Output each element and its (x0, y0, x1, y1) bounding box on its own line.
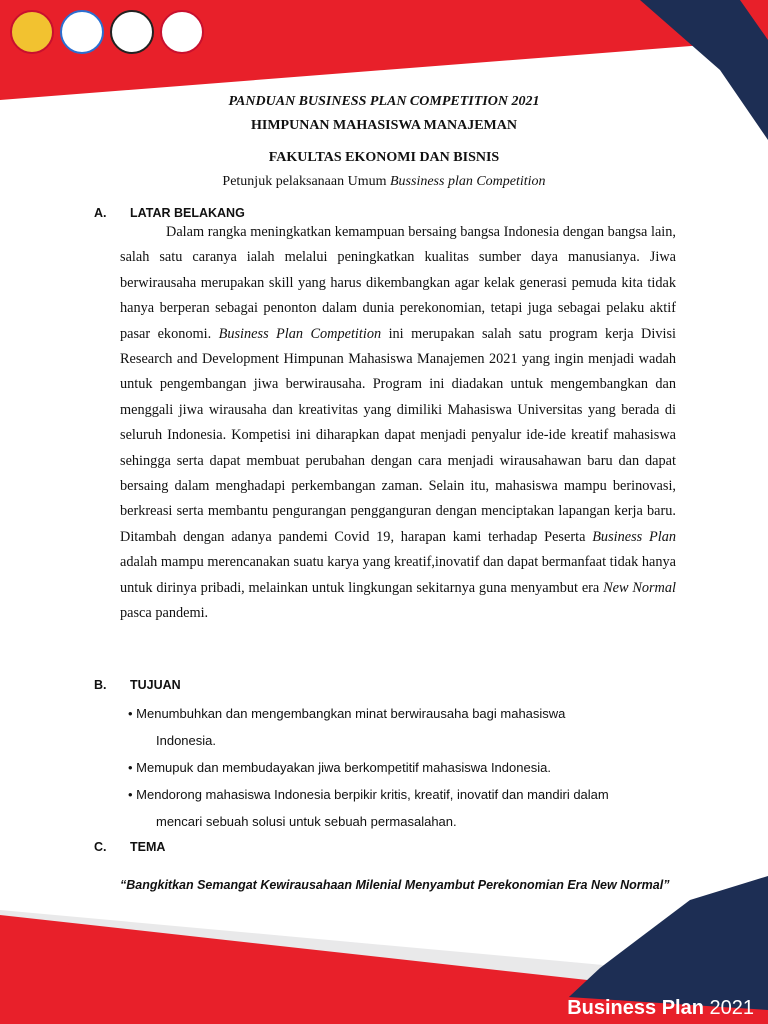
list-item-text: • Menumbuhkan dan mengembangkan minat berwirausaha bagi mahasiswa (128, 706, 566, 721)
objectives-list (128, 700, 676, 835)
organization-name: HIMPUNAN MAHASISWA MANAJEMAN (251, 118, 517, 133)
list-item (128, 781, 676, 835)
document-header (0, 92, 768, 192)
section-b-title: TUJUAN (130, 678, 181, 692)
logo-row (10, 10, 204, 54)
paragraph-part-1: Dalam rangka meningkatkan kemampuan bersaing bangsa Indonesia dengan bangsa lain, salah satu caranya ialah melalui peningkatkan kualitas sumber daya manusianya. Jiwa berwirausaha merupakan skill yang harus dikembangkan agar kelak generasi pemuda kita tidak hanya berperan sebagai penonton dalam dunia perekonomian, tetapi juga sebagai pelaku aktif pasar ekonomi. (120, 224, 676, 342)
paragraph-part-2: ini merupakan salah satu program kerja Divisi Research and Development Himpunan Mahasiswa Manajemen 2021 yang ingin menjadi wadah untuk pengembangan jiwa berwirausaha. Program ini diadakan untuk mengembangkan dan menggali jiwa wirausaha dan kreativitas yang dimiliki Mahasiswa Universitas yang berada di seluruh Indonesia. Kompetisi ini diharapkan dapat menjadi penyalur ide-ide kreatif mahasiswa sehingga serta dapat membuat perubahan dengan cara menjadi wirausahawan baru dan dapat bersaing dalam menghadapi perkembangan zaman. Selain itu, mahasiswa mampu berinovasi, berkreasi serta membantu pengurangan pengganguran dengan menciptakan lapangan kerja baru. Ditambah dengan adanya pandemi Covid 19, harapan kami terhadap Peserta (120, 325, 676, 545)
list-item-text: • Mendorong mahasiswa Indonesia berpikir kritis, kreatif, inovatif dan mandiri dalam (128, 787, 609, 802)
list-item (128, 700, 676, 754)
document-subtitle (0, 172, 768, 192)
section-c-heading (94, 840, 165, 854)
section-a-letter: A. (94, 206, 107, 220)
section-b-heading (94, 678, 181, 692)
paragraph-part-4: pasca pandemi. (120, 605, 209, 622)
footer-brand-name: Business Plan (567, 997, 704, 1019)
paragraph-italic-3: New Normal (603, 579, 677, 596)
subtitle-italic: Bussiness plan Competition (390, 174, 546, 189)
list-item-continuation: mencari sebuah solusi untuk sebuah permasalahan. (156, 814, 457, 829)
theme-text: “Bangkitkan Semangat Kewirausahaan Milenial Menyambut Perekonomian Era New Normal” (120, 878, 670, 892)
section-b-letter: B. (94, 678, 107, 692)
footer-brand (567, 997, 754, 1020)
paragraph-part-3: adalah mampu merencanakan suatu karya yang kreatif,inovatif dan dapat bermanfaat tidak hanya untuk dirinya pribadi, melainkan untuk lingkungan sekitarnya guna menyambut era (120, 554, 676, 596)
paragraph-italic-2: Business Plan (592, 528, 676, 545)
university-logo (10, 10, 54, 54)
subtitle-text: Petunjuk pelaksanaan Umum (222, 174, 390, 189)
faculty-logo (110, 10, 154, 54)
background-paragraph (120, 220, 676, 627)
faculty-name: FAKULTAS EKONOMI DAN BISNIS (268, 150, 500, 165)
list-item (128, 754, 676, 781)
section-a-heading (94, 206, 245, 220)
list-item-text: • Memupuk dan membudayakan jiwa berkompetitif mahasiswa Indonesia. (128, 760, 551, 775)
hmj-logo (60, 10, 104, 54)
organization-logo (160, 10, 204, 54)
section-c-letter: C. (94, 840, 107, 854)
footer-brand-year: 2021 (703, 997, 754, 1019)
section-c-title: TEMA (130, 840, 166, 854)
list-item-continuation: Indonesia. (156, 733, 216, 748)
paragraph-italic-1: Business Plan Competition (218, 325, 382, 342)
document-title: PANDUAN BUSINESS PLAN COMPETITION 2021 (228, 94, 540, 109)
section-a-title: LATAR BELAKANG (130, 206, 245, 220)
